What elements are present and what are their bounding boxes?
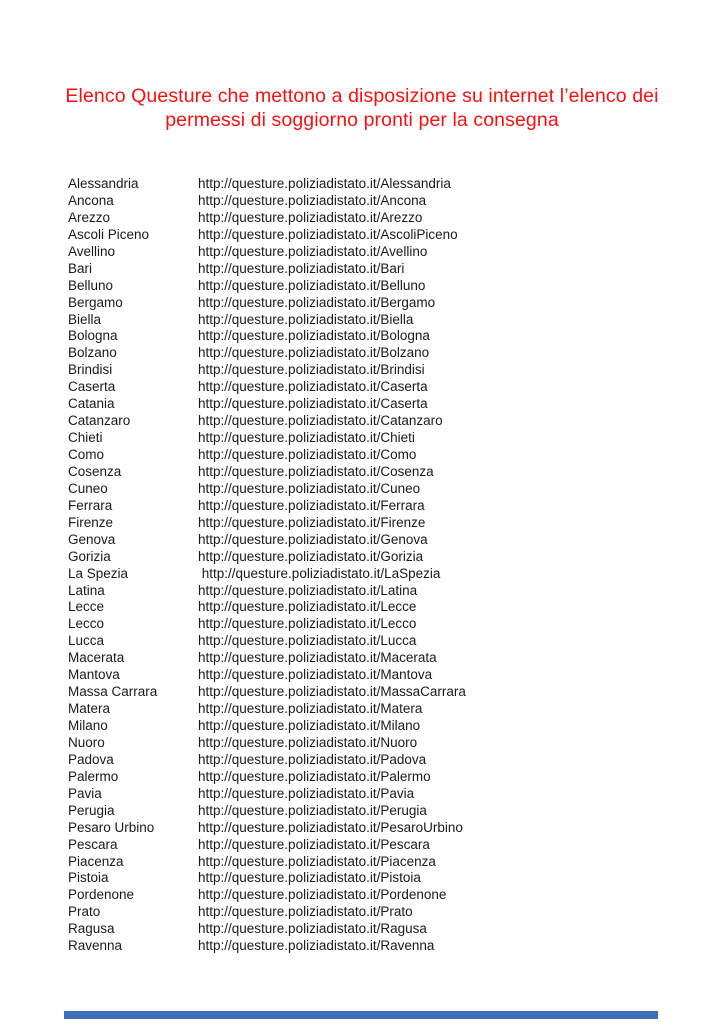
- table-row: [68, 650, 704, 667]
- url-cell: http://questure.poliziadistato.it/Cuneo: [198, 480, 421, 496]
- url-cell: http://questure.poliziadistato.it/Matera: [198, 701, 423, 717]
- city-cell: Arezzo: [68, 209, 111, 225]
- city-cell: Padova: [68, 751, 114, 767]
- table-row: [68, 261, 704, 278]
- url-cell: http://questure.poliziadistato.it/Lecco: [198, 616, 417, 632]
- city-cell: Ragusa: [68, 921, 115, 937]
- table-row: [68, 312, 704, 329]
- table-row: [68, 176, 704, 193]
- url-cell: http://questure.poliziadistato.it/AscoliPiceno: [198, 226, 458, 242]
- city-cell: Bari: [68, 260, 93, 276]
- table-row: [68, 735, 704, 752]
- city-cell: Mantova: [68, 667, 120, 683]
- city-cell: Ascoli Piceno: [68, 226, 150, 242]
- city-cell: Piacenza: [68, 853, 124, 869]
- city-cell: Ferrara: [68, 497, 113, 513]
- table-row: [68, 210, 704, 227]
- city-cell: Catania: [68, 396, 115, 412]
- table-row: [68, 362, 704, 379]
- url-cell: http://questure.poliziadistato.it/Bolzano: [198, 345, 430, 361]
- table-row: [68, 887, 704, 904]
- url-cell: http://questure.poliziadistato.it/Ferrara: [198, 497, 425, 513]
- table-row: [68, 870, 704, 887]
- city-cell: Pistoia: [68, 870, 109, 886]
- table-row: [68, 328, 704, 345]
- city-cell: Firenze: [68, 514, 114, 530]
- city-cell: Catanzaro: [68, 413, 131, 429]
- url-cell: http://questure.poliziadistato.it/Ravenna: [198, 938, 435, 954]
- city-cell: Gorizia: [68, 548, 111, 564]
- url-cell: http://questure.poliziadistato.it/Perugia: [198, 802, 427, 818]
- table-row: [68, 803, 704, 820]
- url-cell: http://questure.poliziadistato.it/Brindisi: [198, 362, 425, 378]
- city-cell: Latina: [68, 582, 105, 598]
- city-cell: Pordenone: [68, 887, 135, 903]
- table-row: [68, 769, 704, 786]
- table-row: [68, 515, 704, 532]
- city-cell: Bolzano: [68, 345, 117, 361]
- url-cell: http://questure.poliziadistato.it/Lecce: [198, 599, 417, 615]
- city-cell: Genova: [68, 531, 116, 547]
- url-cell: http://questure.poliziadistato.it/LaSpezia: [198, 565, 441, 581]
- table-row: [68, 854, 704, 871]
- url-cell: http://questure.poliziadistato.it/Bologna: [198, 328, 430, 344]
- table-row: [68, 498, 704, 515]
- url-cell: http://questure.poliziadistato.it/Pavia: [198, 785, 415, 801]
- city-cell: Como: [68, 447, 105, 462]
- url-cell: http://questure.poliziadistato.it/Como: [198, 447, 417, 462]
- city-cell: Cuneo: [68, 480, 108, 496]
- city-cell: Alessandria: [68, 176, 139, 191]
- url-cell: http://questure.poliziadistato.it/Pistoia: [198, 870, 421, 886]
- city-cell: Pesaro Urbino: [68, 819, 155, 835]
- table-row: [68, 938, 704, 955]
- table-row: [68, 921, 704, 938]
- city-cell: Lucca: [68, 633, 105, 649]
- url-cell: http://questure.poliziadistato.it/Caserta: [198, 396, 428, 412]
- url-cell: http://questure.poliziadistato.it/Macerata: [198, 650, 437, 666]
- url-cell: http://questure.poliziadistato.it/Milano: [198, 718, 421, 733]
- url-cell: http://questure.poliziadistato.it/Padova: [198, 751, 427, 767]
- city-cell: Chieti: [68, 430, 103, 446]
- url-cell: http://questure.poliziadistato.it/Lucca: [198, 633, 417, 649]
- city-cell: Biella: [68, 311, 102, 327]
- table-row: [68, 396, 704, 413]
- url-cell: http://questure.poliziadistato.it/Avellino: [198, 243, 428, 259]
- table-row: [68, 227, 704, 244]
- url-cell: http://questure.poliziadistato.it/Latina: [198, 582, 418, 598]
- url-cell: http://questure.poliziadistato.it/Arezzo: [198, 209, 423, 225]
- table-row: [68, 430, 704, 447]
- table-row: [68, 633, 704, 650]
- url-cell: http://questure.poliziadistato.it/Genova: [198, 531, 428, 547]
- url-cell: http://questure.poliziadistato.it/Bari: [198, 260, 405, 276]
- table-row: [68, 379, 704, 396]
- table-row: [68, 583, 704, 600]
- table-row: [68, 718, 704, 735]
- city-cell: Macerata: [68, 650, 125, 666]
- city-cell: Nuoro: [68, 734, 105, 750]
- table-row: [68, 481, 704, 498]
- url-cell: http://questure.poliziadistato.it/Piacenza: [198, 853, 436, 869]
- url-cell: http://questure.poliziadistato.it/Ancona: [198, 192, 427, 208]
- city-cell: Ancona: [68, 192, 114, 208]
- url-cell: http://questure.poliziadistato.it/Nuoro: [198, 734, 418, 750]
- page-title: [20, 84, 704, 132]
- table-row: [68, 549, 704, 566]
- table-row: [68, 532, 704, 549]
- url-cell: http://questure.poliziadistato.it/Gorizia: [198, 548, 424, 564]
- city-cell: Belluno: [68, 277, 114, 293]
- footer-rule: [64, 1011, 658, 1019]
- url-cell: http://questure.poliziadistato.it/Caserta: [198, 379, 428, 395]
- url-cell: http://questure.poliziadistato.it/Palermo: [198, 768, 431, 784]
- url-cell: http://questure.poliziadistato.it/Belluno: [198, 277, 426, 293]
- url-cell: http://questure.poliziadistato.it/Chieti: [198, 430, 415, 446]
- city-cell: Caserta: [68, 379, 116, 395]
- city-cell: Matera: [68, 701, 111, 717]
- url-cell: http://questure.poliziadistato.it/Cosenza: [198, 463, 434, 479]
- city-cell: La Spezia: [68, 565, 129, 581]
- url-cell: http://questure.poliziadistato.it/MassaCarrara: [198, 684, 466, 700]
- city-cell: Cosenza: [68, 463, 122, 479]
- table-row: [68, 278, 704, 295]
- table-row: [68, 820, 704, 837]
- table-row: [68, 599, 704, 616]
- city-cell: Prato: [68, 904, 101, 920]
- table-row: [68, 464, 704, 481]
- table-row: [68, 701, 704, 718]
- table-row: [68, 193, 704, 210]
- city-cell: Lecce: [68, 599, 105, 615]
- table-row: [68, 295, 704, 312]
- city-cell: Lecco: [68, 616, 105, 632]
- url-cell: http://questure.poliziadistato.it/Biella: [198, 311, 414, 327]
- url-cell: http://questure.poliziadistato.it/Firenze: [198, 514, 426, 530]
- city-cell: Massa Carrara: [68, 684, 158, 700]
- city-cell: Ravenna: [68, 938, 123, 954]
- table-row: [68, 837, 704, 854]
- city-cell: Bergamo: [68, 294, 123, 310]
- page-title-line2: permessi di soggiorno pronti per la consegna: [165, 109, 559, 131]
- city-cell: Pescara: [68, 836, 118, 852]
- table-row: [68, 786, 704, 803]
- questure-list: [68, 176, 704, 955]
- url-cell: http://questure.poliziadistato.it/PesaroUrbino: [198, 819, 463, 835]
- table-row: [68, 752, 704, 769]
- city-cell: Bologna: [68, 328, 118, 344]
- table-row: [68, 616, 704, 633]
- city-cell: Brindisi: [68, 362, 113, 378]
- table-row: [68, 684, 704, 701]
- city-cell: Avellino: [68, 243, 116, 259]
- table-row: [68, 447, 704, 464]
- table-row: [68, 904, 704, 921]
- table-row: [68, 667, 704, 684]
- city-cell: Pavia: [68, 785, 102, 801]
- table-row: [68, 345, 704, 362]
- url-cell: http://questure.poliziadistato.it/Pordenone: [198, 887, 447, 903]
- url-cell: http://questure.poliziadistato.it/Bergamo: [198, 294, 436, 310]
- table-row: [68, 413, 704, 430]
- url-cell: http://questure.poliziadistato.it/Catanzaro: [198, 413, 443, 429]
- url-cell: http://questure.poliziadistato.it/Ragusa: [198, 921, 427, 937]
- city-cell: Perugia: [68, 802, 115, 818]
- url-cell: http://questure.poliziadistato.it/Alessandria: [198, 176, 451, 191]
- url-cell: http://questure.poliziadistato.it/Mantova: [198, 667, 433, 683]
- city-cell: Palermo: [68, 768, 119, 784]
- page-title-line1: Elenco Questure che mettono a disposizione su internet l’elenco dei: [65, 85, 659, 107]
- table-row: [68, 244, 704, 261]
- city-cell: Milano: [68, 718, 108, 733]
- table-row: [68, 566, 704, 583]
- url-cell: http://questure.poliziadistato.it/Prato: [198, 904, 413, 920]
- url-cell: http://questure.poliziadistato.it/Pescara: [198, 836, 430, 852]
